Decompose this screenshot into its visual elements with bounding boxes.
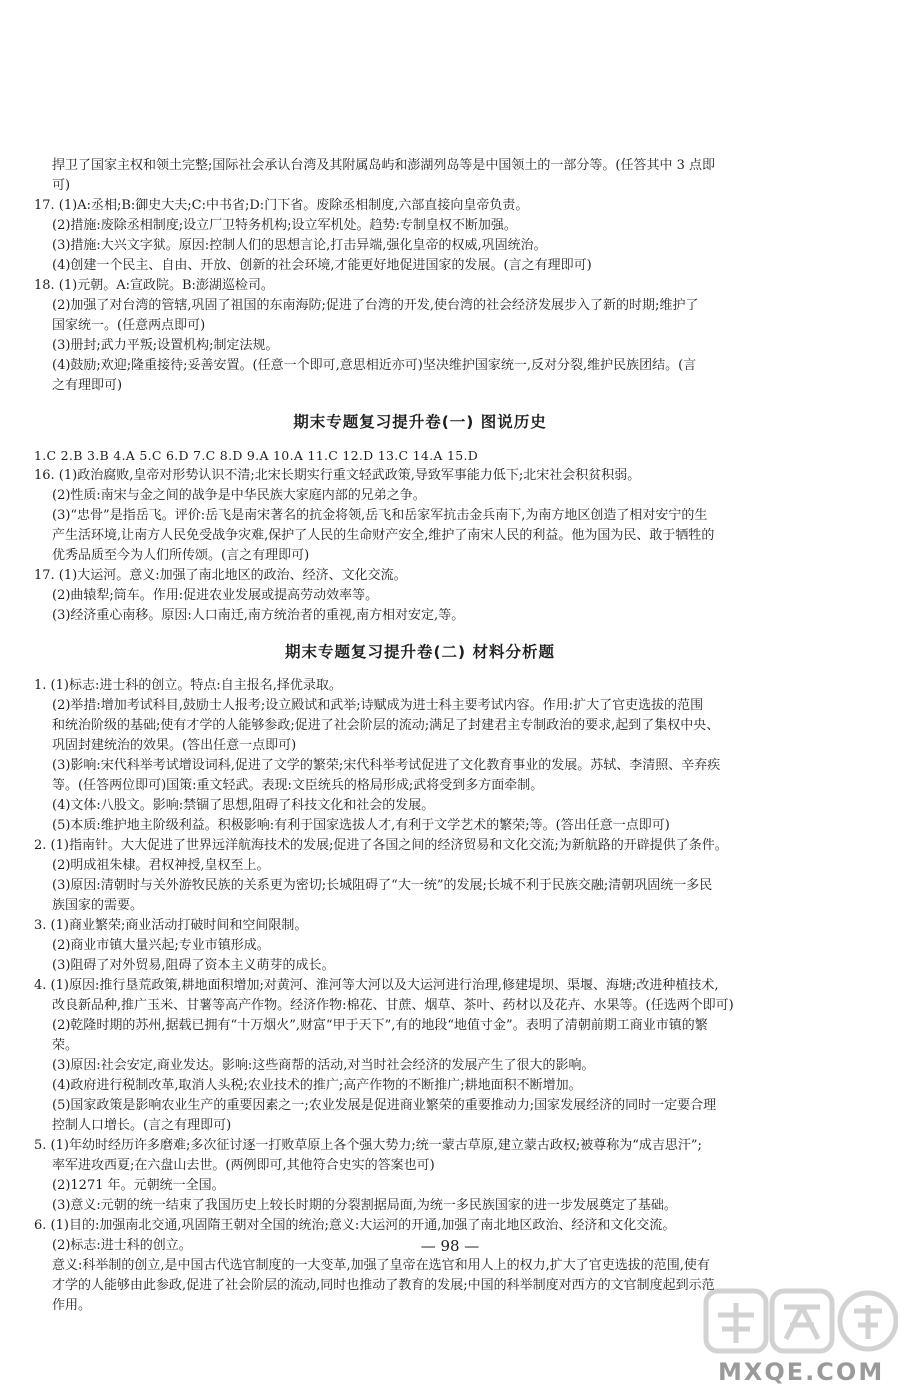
answer-line: (2)加强了对台湾的管辖,巩固了祖国的东南海防;促进了台湾的开发,使台湾的社会经济发展步入了新的时期;维护了 <box>52 298 699 313</box>
answer-line-continued: 才学的人能够由此参政,促进了社会阶层的流动,同时也推动了教育的发展;中国的科举制度对西方的文官制度起到示范 <box>52 1278 715 1293</box>
answer-line: (3)“忠骨”是指岳飞。评价:岳飞是南宋著名的抗金将领,岳飞和岳家军抗击金兵南下,为南方地区创造了相对安宁的生 <box>52 508 708 523</box>
answer-page-content <box>34 156 806 1316</box>
answer-line: 17. (1)A:丞相;B:御史大夫;C:中书省;D:门下省。废除丞相制度,六部直接向皇帝负责。 <box>34 198 529 213</box>
answer-line-continued: 族国家的需要。 <box>52 898 144 913</box>
watermark-logo-icon <box>702 1285 898 1365</box>
answer-line: (4)创建一个民主、自由、开放、创新的社会环境,才能更好地促进国家的发展。(言之有理即可) <box>52 258 592 273</box>
answer-line: (2)商业市镇大量兴起;专业市镇形成。 <box>52 938 270 953</box>
answer-line: (2)举措:增加考试科目,鼓励士人报考;设立殿试和武举;诗赋成为进士科主要考试内容。作用:扩大了官吏选拔的范围 <box>52 698 704 713</box>
answer-line: (3)册封;武力平叛;设置机构;制定法规。 <box>52 338 279 353</box>
answer-line: (2)措施:废除丞相制度;设立厂卫特务机构;设立军机处。趋势:专制皇权不断加强。 <box>52 218 517 233</box>
answer-line-continued: 作用。 <box>52 1298 92 1313</box>
answer-line: 16. (1)政治腐败,皇帝对形势认识不清;北宋长期实行重文轻武政策,导致军事能力低下;北宋社会积贫积弱。 <box>34 468 641 483</box>
answer-line: (3)影响:宋代科举考试增设词科,促进了文学的繁荣;宋代科举考试促进了文化教育事业的发展。苏轼、李清照、辛弃疾 <box>52 758 721 773</box>
answer-line-continued: 控制人口增长。(言之有理即可) <box>52 1118 232 1133</box>
answer-line: 意义:科举制的创立,是中国古代选官制度的一大变革,加强了皇帝在选官和用人上的权力,扩大了官吏选拔的范围,使有 <box>52 1258 710 1273</box>
answer-line: (2)明成祖朱棣。君权神授,皇权至上。 <box>52 858 270 873</box>
answer-line-continued: 国家统一。(任意两点即可) <box>52 318 206 333</box>
answer-line: (4)政府进行税制改革,取消人头税;农业技术的推广;高产作物的不断推广;耕地面积不断增加。 <box>52 1078 582 1093</box>
answer-line-continued: 优秀品质至今为人们所传颂。(言之有理即可) <box>52 548 310 563</box>
answer-line: 18. (1)元朝。A:宣政院。B:澎湖巡检司。 <box>34 278 274 293</box>
answer-line: (3)措施:大兴文字狱。原因:控制人们的思想言论,打击异端,强化皇帝的权威,巩固统治。 <box>52 238 547 253</box>
answer-line: (2)1271 年。元朝统一全国。 <box>52 1178 225 1193</box>
watermark-url: MXQE.COM <box>718 1358 885 1386</box>
answer-line: 17. (1)大运河。意义:加强了南北地区的政治、经济、文化交流。 <box>34 568 407 583</box>
answer-line-continued: 可) <box>52 178 71 193</box>
answer-line-continued: 和统治阶级的基础;使有才学的人能够参政;促进了社会阶层的流动;满足了封建君主专制政治的要求,起到了集权中央、 <box>52 718 720 733</box>
section-heading: 期末专题复习提升卷(一) 图说历史 <box>293 413 547 431</box>
answer-line: (5)国家政策是影响农业生产的重要因素之一;农业发展是促进商业繁荣的重要推动力;国家发展经济的同时一定要合理 <box>52 1098 717 1113</box>
answer-line: (2)乾隆时期的苏州,据载已拥有“十万烟火”,财富“甲于天下”,有的地段“地值寸金”。表明了清朝前期工商业市镇的繁 <box>52 1018 708 1033</box>
answer-line: 5. (1)年幼时经历许多磨难;多次征讨逐一打败草原上各个强大势力;统一蒙古草原,建立蒙古政权;被尊称为“成吉思汗”; <box>34 1138 702 1153</box>
section-heading: 期末专题复习提升卷(二) 材料分析题 <box>284 643 556 661</box>
page-number: — 98 — <box>420 1237 480 1255</box>
answer-line: (5)本质:维护地主阶级利益。积极影响:有利于国家选拔人才,有利于文学艺术的繁荣;等。(答出任意一点即可) <box>52 818 670 833</box>
answer-line: 4. (1)原因:推行垦荒政策,耕地面积增加;对黄河、淮河等大河以及大运河进行治理,修建堤坝、渠堰、海塘;改进种植技术, <box>34 978 719 993</box>
answer-line-continued: 等。(任答两位即可)国策:重文轻武。表现:文臣统兵的格局形成;武将受到多方面牵制。 <box>52 778 544 793</box>
answer-line: 6. (1)目的:加强南北交通,巩固隋王朝对全国的统治;意义:大运河的开通,加强了南北地区政治、经济和文化交流。 <box>34 1218 676 1233</box>
answer-line-continued: 产生活环境,让南方人民免受战争灾难,保护了人民的生命财产安全,维护了南宋人民的利益。他为国为民、敢于牺牲的 <box>52 528 715 543</box>
answer-line: (2)性质:南宋与金之间的战争是中华民族大家庭内部的兄弟之争。 <box>52 488 426 503</box>
answer-line: (3)阻碍了对外贸易,阻碍了资本主义萌芽的成长。 <box>52 958 335 973</box>
answer-line-continued: 荣。 <box>52 1038 79 1053</box>
answer-line: 1. (1)标志:进士科的创立。特点:自主报名,择优录取。 <box>34 678 342 693</box>
answer-line: (2)标志:进士科的创立。 <box>52 1238 192 1253</box>
answer-line: 捍卫了国家主权和领土完整;国际社会承认台湾及其附属岛屿和澎湖列岛等是中国领土的一部分等。(任答其中 3 点即 <box>52 158 715 173</box>
answer-line-continued: 改良新品种,推广玉米、甘薯等高产作物。经济作物:棉花、甘蔗、烟草、茶叶、药材以及花卉、水果等。(任选两个即可) <box>52 998 734 1013</box>
answer-line: (2)曲辕犁;筒车。作用:促进农业发展或提高劳动效率等。 <box>52 588 379 603</box>
answer-line-continued: 巩固封建统治的效果。(答出任意一点即可) <box>52 738 297 753</box>
answer-line: (3)意义:元朝的统一结束了我国历史上较长时期的分裂割据局面,为统一多民族国家的进一步发展奠定了基础。 <box>52 1198 677 1213</box>
choice-answers: 1.C 2.B 3.B 4.A 5.C 6.D 7.C 8.D 9.A 10.A 11.C 12.D 13.C 14.A 15.D <box>34 448 479 463</box>
answer-line-continued: 率军进攻西夏;在六盘山去世。(两例即可,其他符合史实的答案也可) <box>52 1158 435 1173</box>
answer-line: (4)鼓励;欢迎;隆重接待;妥善安置。(任意一个即可,意思相近亦可)坚决维护国家统一,反对分裂,维护民族团结。(言 <box>52 358 697 373</box>
answer-line: (3)原因:社会安定,商业发达。影响:这些商帮的活动,对当时社会经济的发展产生了很大的影响。 <box>52 1058 595 1073</box>
answer-line: (4)文体:八股文。影响:禁锢了思想,阻碍了科技文化和社会的发展。 <box>52 798 435 813</box>
answer-line: 2. (1)指南针。大大促进了世界远洋航海技术的发展;促进了各国之间的经济贸易和文化交流;为新航路的开辟提供了条件。 <box>34 838 728 853</box>
answer-line-continued: 之有理即可) <box>52 378 123 393</box>
answer-line: (3)原因:清朝时与关外游牧民族的关系更为密切;长城阻碍了“大一统”的发展;长城不利于民族交融;清朝巩固统一多民 <box>52 878 713 893</box>
answer-line: 3. (1)商业繁荣;商业活动打破时间和空间限制。 <box>34 918 308 933</box>
answer-line: (3)经济重心南移。原因:人口南迁,南方统治者的重视,南方相对安定,等。 <box>52 608 465 623</box>
